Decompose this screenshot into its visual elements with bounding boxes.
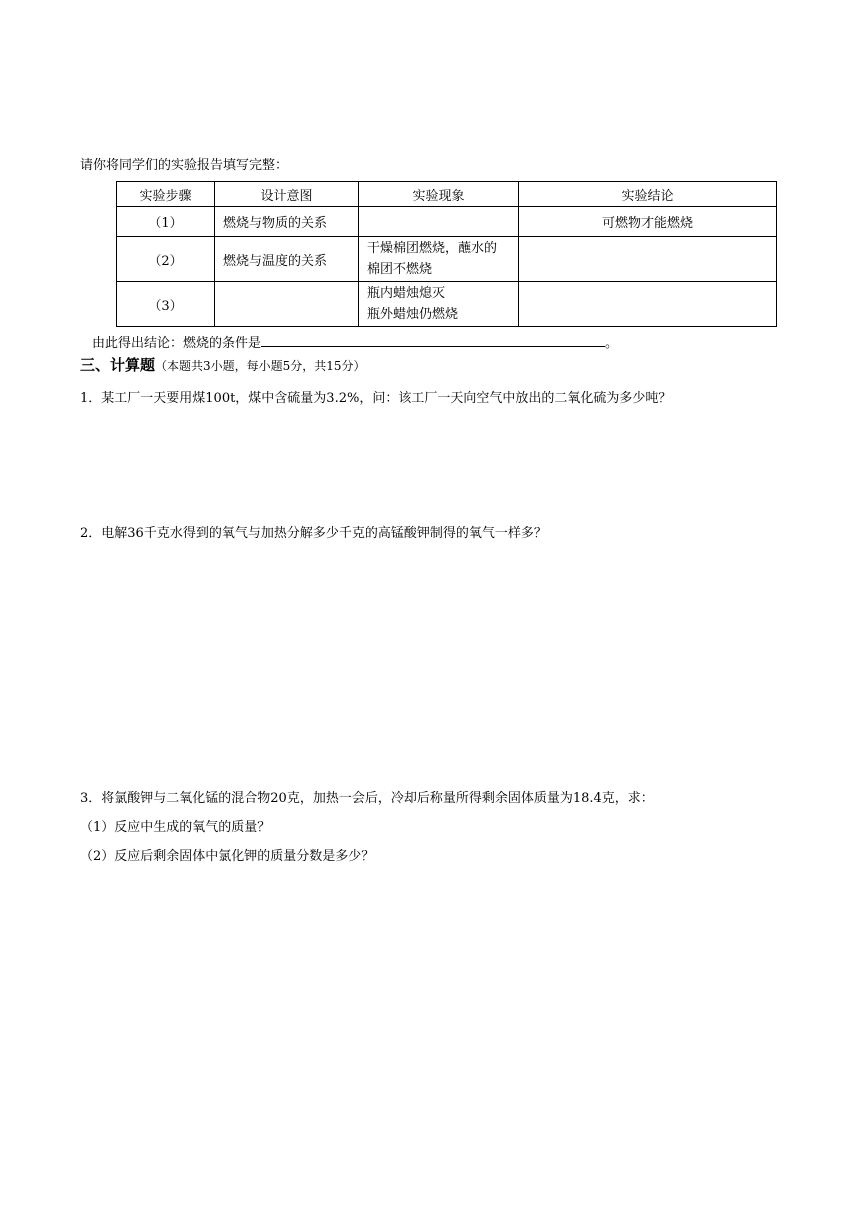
cell-phenomenon[interactable]	[359, 207, 519, 237]
phenomenon-line: 棉团不燃烧	[367, 262, 433, 277]
cell-conclusion[interactable]	[519, 282, 777, 327]
cell-step: （2）	[117, 237, 215, 282]
phenomenon-line: 瓶内蜡烛熄灭	[367, 286, 446, 301]
experiment-report-table	[116, 181, 777, 327]
conclusion-prefix: 由此得出结论：燃烧的条件是	[92, 336, 262, 351]
phenomenon-line: 瓶外蜡烛仍燃烧	[367, 307, 459, 322]
cell-step: （1）	[117, 207, 215, 237]
section-heading	[80, 354, 366, 375]
answer-blank[interactable]	[261, 333, 605, 347]
conclusion-suffix: 。	[605, 336, 619, 351]
question-3-part-2: （2）反应后剩余固体中氯化钾的质量分数是多少？	[80, 849, 375, 864]
cell-phenomenon	[359, 282, 519, 327]
section-note: （本题共3小题，每小题5分，共15分）	[155, 359, 366, 373]
cell-phenomenon	[359, 237, 519, 282]
question-2: 2．电解36千克水得到的氧气与加热分解多少千克的高锰酸钾制得的氧气一样多？	[80, 526, 547, 541]
cell-intent: 燃烧与物质的关系	[215, 207, 359, 237]
table-row	[117, 207, 777, 237]
cell-intent: 燃烧与温度的关系	[215, 237, 359, 282]
cell-conclusion[interactable]	[519, 237, 777, 282]
conclusion-line	[92, 332, 618, 351]
table-intro: 请你将同学们的实验报告填写完整：	[80, 158, 289, 173]
header-step: 实验步骤	[117, 182, 215, 207]
question-3: 3．将氯酸钾与二氧化锰的混合物20克，加热一会后，冷却后称量所得剩余固体质量为18.4克，求：	[80, 791, 654, 806]
section-title: 三、计算题	[80, 356, 156, 374]
question-3-part-1: （1）反应中生成的氧气的质量？	[80, 820, 271, 835]
header-phenomenon: 实验现象	[359, 182, 519, 207]
header-conclusion: 实验结论	[519, 182, 777, 207]
table-row	[117, 282, 777, 327]
question-1: 1．某工厂一天要用煤100t，煤中含硫量为3.2%，问：该工厂一天向空气中放出的二氧化硫为多少吨？	[80, 391, 672, 406]
header-intent: 设计意图	[215, 182, 359, 207]
table-header-row	[117, 182, 777, 207]
table-row	[117, 237, 777, 282]
cell-conclusion: 可燃物才能燃烧	[519, 207, 777, 237]
phenomenon-line: 干燥棉团燃烧，蘸水的	[367, 241, 498, 256]
cell-step: （3）	[117, 282, 215, 327]
cell-intent[interactable]	[215, 282, 359, 327]
